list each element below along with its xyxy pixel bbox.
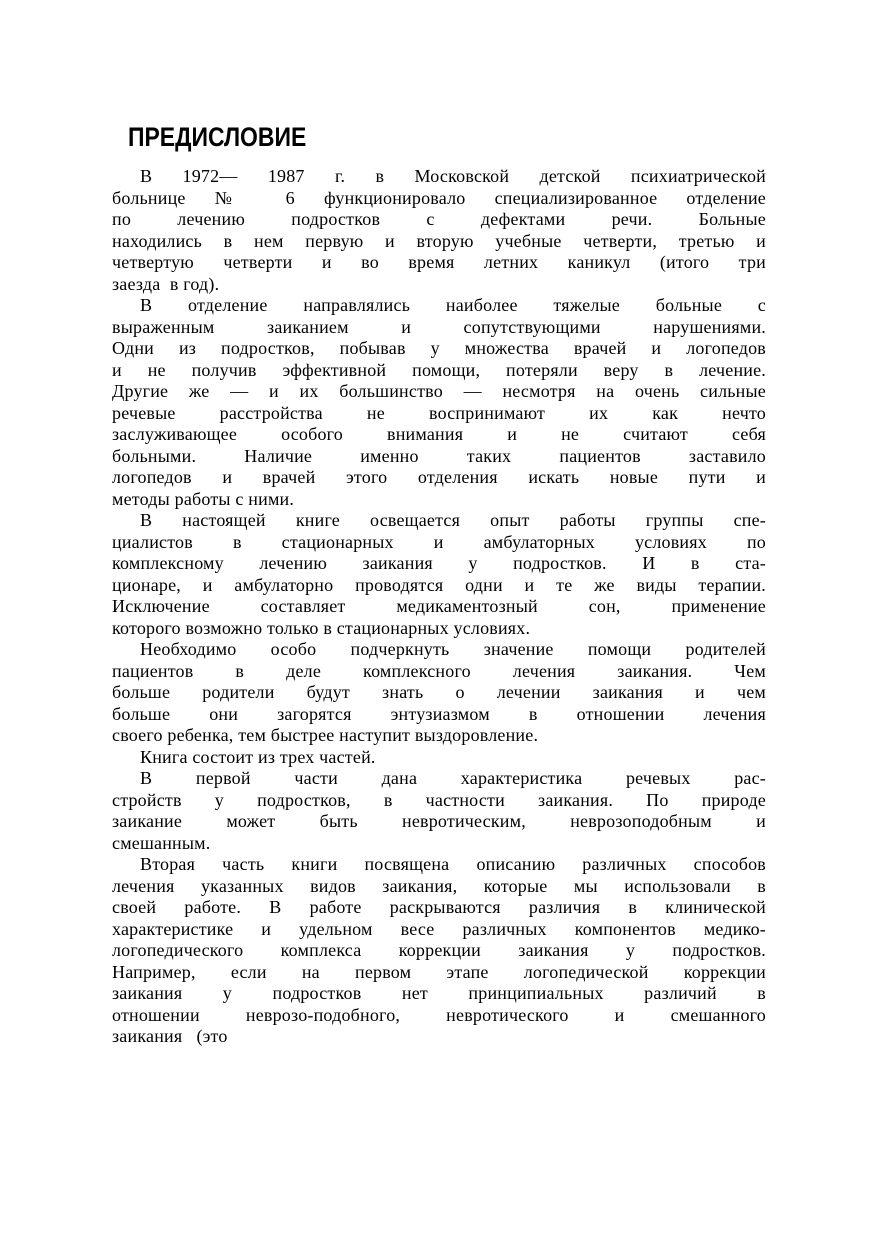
text-line: четвертую четверти и во время летних каникул (итого три bbox=[112, 252, 766, 272]
text-line: характеристике и удельном весе различных компонентов медико- bbox=[112, 918, 766, 939]
text-line: заезда в год). bbox=[112, 273, 220, 294]
text-line: В настоящей книге освещается опыт работы группы спе- bbox=[140, 510, 766, 530]
text-line: своей работе. В работе раскрываются различия в клинической bbox=[112, 897, 766, 917]
preface-text bbox=[112, 166, 766, 1048]
text-line: Книга состоит из трех частей. bbox=[140, 746, 376, 767]
text-line: В первой части дана характеристика речевых рас- bbox=[140, 768, 766, 788]
text-line: комплексному лечению заикания у подростков. И в ста- bbox=[112, 553, 766, 573]
text-line: смешанным. bbox=[112, 832, 211, 853]
text-line: заслуживающее особого внимания и не считают себя bbox=[112, 424, 766, 444]
text-line: пациентов в деле комплексного лечения заикания. Чем bbox=[112, 660, 766, 681]
text-line: речевые расстройства не воспринимают их как нечто bbox=[112, 402, 766, 423]
text-line: больше родители будут знать о лечении заикания и чем bbox=[112, 682, 766, 702]
text-line: и не получив эффективной помощи, потеряли веру в лечение. bbox=[112, 359, 766, 380]
text-line: выраженным заиканием и сопутствующими нарушениями. bbox=[112, 316, 766, 337]
text-line: больнице № 6 функционировало специализированное отделение bbox=[112, 187, 766, 208]
text-line: больше они загорятся энтузиазмом в отношении лечения bbox=[112, 703, 766, 724]
text-line: Необходимо особо подчеркнуть значение помощи родителей bbox=[140, 639, 766, 659]
text-line: лечения указанных видов заикания, которые мы использовали в bbox=[112, 875, 766, 896]
text-line: заикания у подростков нет принципиальных различий в bbox=[112, 983, 766, 1003]
text-line: Исключение составляет медикаментозный сон, применение bbox=[112, 596, 766, 616]
paragraph bbox=[112, 768, 766, 854]
text-line: логопедов и врачей этого отделения искать новые пути и bbox=[112, 467, 766, 487]
paragraph bbox=[112, 854, 766, 1048]
text-line: ционаре, и амбулаторно проводятся одни и те же виды терапии. bbox=[112, 574, 766, 595]
text-line: заикание может быть невротическим, неврозоподобным и bbox=[112, 811, 766, 831]
paragraph bbox=[112, 295, 766, 510]
text-line: В 1972— 1987 г. в Московской детской психиатрической bbox=[140, 166, 766, 186]
page-title: ПРЕДИСЛОВИЕ bbox=[128, 122, 307, 152]
text-line: больными. Наличие именно таких пациентов заставило bbox=[112, 445, 766, 466]
text-line: по лечению подростков с дефектами речи. Больные bbox=[112, 209, 766, 229]
text-line: своего ребенка, тем быстрее наступит выздоровление. bbox=[112, 725, 539, 745]
text-line: циалистов в стационарных и амбулаторных условиях по bbox=[112, 531, 766, 552]
text-line: логопедического комплекса коррекции заикания у подростков. bbox=[112, 940, 766, 960]
text-line: методы работы с ними. bbox=[112, 488, 295, 509]
text-line: стройств у подростков, в частности заикания. По природе bbox=[112, 789, 766, 810]
paragraph bbox=[112, 639, 766, 747]
text-line: В отделение направлялись наиболее тяжелые больные с bbox=[140, 295, 766, 315]
paragraph bbox=[112, 510, 766, 639]
paragraph bbox=[112, 747, 766, 769]
text-line: Другие же — и их большинство — несмотря на очень сильные bbox=[112, 381, 766, 401]
text-line: находились в нем первую и вторую учебные четверти, третью и bbox=[112, 230, 766, 251]
text-line: отношении неврозо-подобного, невротического и смешанного bbox=[112, 1004, 766, 1025]
text-line: Например, если на первом этапе логопедической коррекции bbox=[112, 961, 766, 982]
text-line: которого возможно только в стационарных условиях. bbox=[112, 617, 531, 638]
text-line: Одни из подростков, побывав у множества врачей и логопедов bbox=[112, 338, 766, 358]
text-line: Вторая часть книги посвящена описанию различных способов bbox=[140, 854, 766, 874]
paragraph bbox=[112, 166, 766, 295]
text-line: заикания (это bbox=[112, 1026, 228, 1046]
